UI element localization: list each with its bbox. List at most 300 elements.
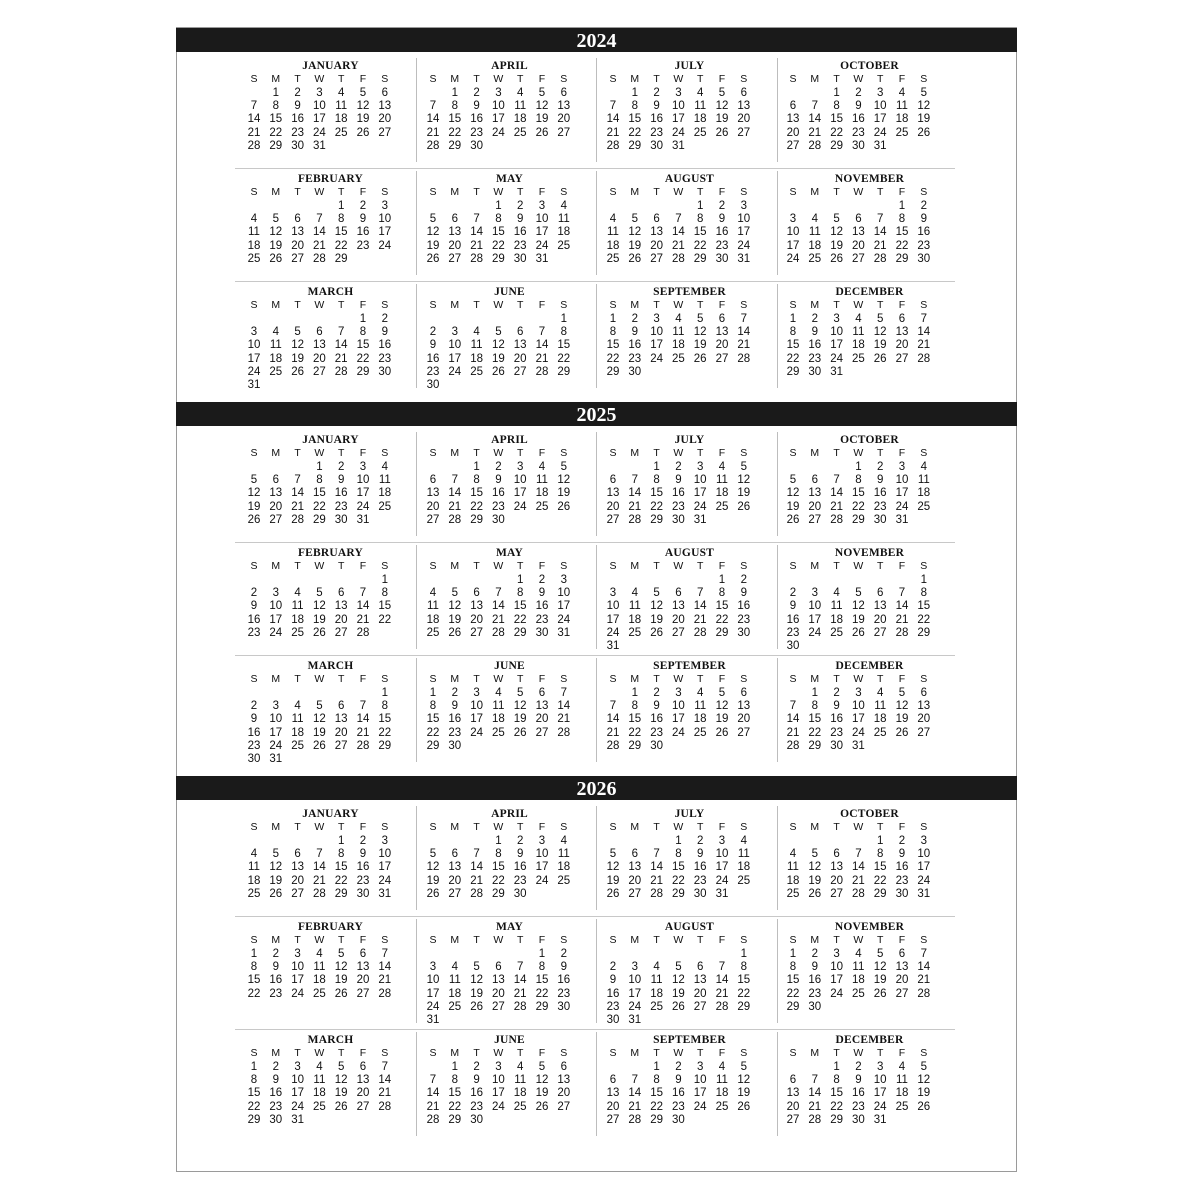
day-cell: 21 (312, 239, 326, 252)
weekday-label: T (696, 821, 704, 834)
day-cell: 12 (448, 600, 462, 613)
weekday-label: W (493, 673, 504, 686)
day-cell: 12 (873, 325, 887, 338)
day-cell: 21 (513, 987, 527, 1000)
day-cell: 3 (718, 834, 726, 847)
day-cell: 12 (786, 487, 800, 500)
weekday-label: T (653, 447, 660, 460)
day-cell: 3 (516, 460, 524, 473)
weekday-label: T (294, 299, 301, 312)
day-cell: 1 (337, 199, 345, 212)
day-cell: 3 (429, 960, 437, 973)
day-cell: 15 (650, 1087, 663, 1100)
day-cell: 7 (250, 99, 258, 112)
weekday-label: S (429, 934, 437, 947)
weekday-label: W (853, 186, 864, 199)
weekday-label: F (538, 447, 546, 460)
day-cell: 20 (628, 874, 642, 887)
day-cell: 15 (491, 861, 505, 874)
day-cell: 17 (606, 613, 620, 626)
day-cell: 11 (313, 1073, 326, 1086)
day-cell: 22 (334, 874, 348, 887)
month-november-2025 (782, 547, 957, 657)
day-cell: 16 (715, 226, 729, 239)
day-cell: 26 (917, 1100, 931, 1113)
day-cell: 9 (609, 974, 617, 987)
day-cell: 22 (786, 987, 800, 1000)
weekday-label: M (630, 673, 640, 686)
day-cell: 5 (337, 1060, 345, 1073)
day-cell: 12 (269, 226, 283, 239)
month-november-2026 (782, 921, 957, 1031)
day-cell: 23 (448, 726, 462, 739)
day-cell: 22 (513, 613, 527, 626)
day-cell: 2 (609, 960, 617, 973)
day-cell: 4 (250, 212, 258, 225)
day-cell: 14 (426, 113, 440, 126)
day-cell: 13 (895, 325, 909, 338)
day-cell: 5 (876, 312, 884, 325)
day-cell: 28 (312, 887, 326, 900)
day-cell: 25 (693, 726, 707, 739)
day-cell: 13 (356, 960, 370, 973)
day-cell: 27 (873, 626, 887, 639)
day-cell: 29 (895, 252, 909, 265)
month-name: MAY (495, 173, 523, 185)
day-cell: 9 (516, 847, 524, 860)
day-cell: 10 (650, 325, 663, 338)
day-cell: 5 (876, 947, 884, 960)
weekday-label: T (653, 186, 660, 199)
day-cell: 11 (716, 1073, 728, 1086)
day-cell: 29 (628, 739, 642, 752)
day-cell: 20 (895, 339, 909, 352)
day-cell: 9 (833, 699, 840, 712)
day-cell: 12 (426, 226, 440, 239)
day-cell: 22 (312, 500, 326, 513)
weekday-label: T (833, 934, 840, 947)
weekday-label: S (560, 560, 568, 573)
day-cell: 12 (312, 713, 326, 726)
month-july-2025 (602, 434, 777, 544)
day-cell: 4 (294, 699, 301, 712)
day-cell: 9 (811, 325, 818, 338)
weekday-label: S (429, 73, 437, 86)
day-cell: 15 (917, 600, 931, 613)
weekday-label: S (609, 186, 617, 199)
day-cell: 30 (671, 1113, 685, 1126)
month-name: AUGUST (664, 173, 715, 185)
day-cell: 5 (696, 312, 704, 325)
day-cell: 16 (513, 861, 527, 874)
day-cell: 5 (316, 586, 323, 599)
weekday-label: F (538, 73, 546, 86)
day-cell: 30 (737, 626, 751, 639)
weekday-label: S (609, 560, 617, 573)
month-august-2026 (602, 921, 777, 1031)
month-june-2026 (422, 1034, 597, 1144)
day-cell: 11 (716, 473, 728, 486)
day-cell: 10 (269, 713, 283, 726)
weekday-label: F (898, 560, 906, 573)
weekday-label: S (789, 560, 797, 573)
day-cell: 10 (491, 1073, 505, 1086)
day-cell: 21 (378, 1087, 392, 1100)
day-cell: 10 (269, 600, 283, 613)
day-cell: 30 (895, 887, 909, 900)
day-cell: 9 (473, 99, 480, 112)
day-cell: 31 (693, 513, 707, 526)
day-cell: 3 (294, 947, 301, 960)
day-cell: 21 (628, 500, 642, 513)
month-name: OCTOBER (840, 808, 899, 820)
day-cell: 11 (852, 960, 865, 973)
day-cell: 5 (675, 960, 682, 973)
day-cell: 27 (356, 987, 370, 1000)
day-cell: 2 (516, 834, 524, 847)
day-cell: 17 (693, 1087, 707, 1100)
day-cell: 14 (247, 113, 261, 126)
day-cell: 12 (334, 1073, 348, 1086)
day-cell: 15 (873, 861, 887, 874)
day-cell: 24 (378, 874, 392, 887)
weekday-label: T (516, 299, 524, 312)
day-cell: 3 (538, 199, 546, 212)
month-name: JANUARY (302, 60, 359, 72)
day-cell: 23 (513, 239, 527, 252)
day-cell: 21 (356, 613, 370, 626)
day-cell: 22 (650, 500, 663, 513)
weekday-label: M (450, 73, 460, 86)
day-cell: 26 (269, 887, 283, 900)
day-cell: 10 (917, 847, 931, 860)
day-cell: 22 (557, 352, 571, 365)
day-cell: 4 (920, 460, 927, 473)
day-cell: 4 (718, 1060, 726, 1073)
day-cell: 2 (359, 834, 367, 847)
day-cell: 17 (851, 713, 865, 726)
day-cell: 26 (535, 1100, 549, 1113)
day-cell: 31 (851, 739, 865, 752)
day-cell: 6 (609, 473, 617, 486)
day-cell: 22 (693, 239, 707, 252)
day-cell: 25 (513, 126, 527, 139)
day-cell: 13 (470, 600, 483, 613)
weekday-label: S (381, 73, 389, 86)
day-cell: 28 (628, 1113, 642, 1126)
day-cell: 10 (291, 1073, 304, 1086)
weekday-label: M (810, 186, 820, 199)
day-cell: 19 (628, 239, 642, 252)
day-cell: 23 (808, 352, 822, 365)
day-cell: 14 (873, 226, 887, 239)
weekday-label: W (853, 299, 864, 312)
day-cell: 5 (359, 86, 367, 99)
day-cell: 7 (653, 847, 660, 860)
day-cell: 30 (830, 739, 843, 752)
weekday-label: F (898, 1047, 906, 1060)
day-cell: 29 (808, 739, 822, 752)
weekday-label: F (359, 447, 367, 460)
weekday-label: W (493, 1047, 504, 1060)
day-cell: 24 (808, 626, 822, 639)
day-cell: 7 (451, 473, 458, 486)
day-cell: 15 (448, 113, 462, 126)
weekday-label: T (876, 73, 884, 86)
year-section-2026 (177, 776, 1016, 1150)
day-cell: 29 (426, 739, 440, 752)
day-cell: 12 (671, 974, 685, 987)
weekday-label: W (673, 560, 684, 573)
day-cell: 13 (715, 325, 729, 338)
day-cell: 1 (811, 686, 818, 699)
day-cell: 26 (247, 513, 261, 526)
day-cell: 26 (671, 1000, 685, 1013)
day-cell: 8 (359, 325, 367, 338)
day-cell: 6 (920, 686, 927, 699)
day-cell: 4 (516, 1060, 524, 1073)
weekday-label: F (718, 560, 726, 573)
day-cell: 22 (628, 726, 642, 739)
day-cell: 30 (808, 365, 822, 378)
month-name: MARCH (307, 1034, 354, 1046)
day-cell: 2 (337, 460, 345, 473)
weekday-label: F (898, 299, 906, 312)
day-cell: 19 (334, 974, 348, 987)
day-cell: 7 (876, 212, 884, 225)
day-cell: 7 (631, 473, 638, 486)
weekday-label: S (381, 934, 389, 947)
day-cell: 28 (606, 739, 620, 752)
day-cell: 24 (513, 500, 527, 513)
day-cell: 11 (852, 325, 865, 338)
day-cell: 27 (895, 352, 909, 365)
day-cell: 15 (247, 1087, 261, 1100)
day-cell: 28 (917, 352, 931, 365)
day-cell: 8 (337, 212, 345, 225)
weekday-label: F (718, 821, 726, 834)
day-cell: 16 (247, 613, 261, 626)
weekday-label: M (271, 934, 281, 947)
day-cell: 6 (876, 586, 884, 599)
day-cell: 24 (830, 987, 843, 1000)
day-cell: 18 (851, 974, 865, 987)
day-cell: 12 (470, 974, 483, 987)
day-cell: 14 (470, 226, 483, 239)
month-name: AUGUST (664, 921, 715, 933)
weekday-label: T (833, 73, 840, 86)
day-cell: 1 (789, 312, 797, 325)
day-cell: 28 (715, 1000, 729, 1013)
day-cell: 15 (628, 113, 642, 126)
day-cell: 19 (715, 713, 729, 726)
weekday-label: T (653, 73, 660, 86)
day-cell: 27 (715, 352, 729, 365)
day-cell: 10 (470, 699, 483, 712)
day-cell: 17 (786, 239, 800, 252)
day-cell: 21 (291, 500, 304, 513)
month-name: OCTOBER (840, 434, 899, 446)
day-cell: 8 (337, 847, 345, 860)
day-cell: 5 (272, 212, 279, 225)
day-cell: 24 (917, 874, 931, 887)
day-cell: 25 (535, 500, 549, 513)
weekday-label: W (673, 821, 684, 834)
month-june-2024 (422, 286, 597, 396)
month-april-2024 (422, 60, 597, 170)
day-cell: 2 (855, 1060, 862, 1073)
day-cell: 28 (356, 739, 370, 752)
day-cell: 3 (696, 460, 704, 473)
day-cell: 4 (855, 947, 862, 960)
weekday-label: S (381, 560, 389, 573)
day-cell: 8 (381, 699, 388, 712)
day-cell: 27 (786, 139, 800, 152)
day-cell: 8 (833, 1073, 840, 1086)
day-cell: 10 (557, 586, 571, 599)
day-cell: 17 (808, 613, 822, 626)
day-cell: 30 (650, 139, 663, 152)
weekday-label: T (294, 186, 301, 199)
day-cell: 24 (269, 739, 283, 752)
day-cell: 30 (671, 513, 685, 526)
day-cell: 21 (650, 874, 663, 887)
column-divider (777, 658, 778, 762)
day-cell: 30 (715, 252, 729, 265)
day-cell: 17 (917, 861, 931, 874)
day-cell: 25 (247, 252, 261, 265)
day-cell: 19 (917, 1087, 931, 1100)
weekday-label: F (359, 299, 367, 312)
day-cell: 14 (895, 600, 909, 613)
weekday-label: M (271, 73, 281, 86)
day-cell: 11 (672, 325, 685, 338)
day-cell: 28 (378, 1100, 392, 1113)
day-cell: 6 (473, 586, 480, 599)
day-cell: 14 (606, 713, 620, 726)
day-cell: 31 (737, 252, 751, 265)
day-cell: 11 (448, 974, 461, 987)
day-cell: 31 (312, 139, 326, 152)
day-cell: 19 (737, 487, 751, 500)
weekday-label: M (630, 447, 640, 460)
day-cell: 18 (737, 861, 751, 874)
day-cell: 17 (830, 339, 843, 352)
day-cell: 20 (808, 500, 822, 513)
day-cell: 17 (356, 487, 370, 500)
day-cell: 15 (830, 1087, 843, 1100)
day-cell: 13 (491, 974, 505, 987)
day-cell: 24 (671, 126, 685, 139)
day-cell: 19 (808, 874, 822, 887)
day-cell: 1 (631, 86, 638, 99)
day-cell: 24 (737, 239, 751, 252)
day-cell: 24 (426, 1000, 440, 1013)
day-cell: 10 (873, 1073, 887, 1086)
day-cell: 11 (808, 226, 821, 239)
weekday-label: M (810, 560, 820, 573)
month-name: JULY (674, 60, 705, 72)
day-cell: 31 (873, 1113, 887, 1126)
day-cell: 20 (650, 239, 663, 252)
day-cell: 6 (294, 212, 301, 225)
day-cell: 12 (334, 960, 348, 973)
day-cell: 3 (696, 1060, 704, 1073)
weekday-label: S (609, 673, 617, 686)
weekday-label: S (560, 447, 568, 460)
day-cell: 24 (557, 613, 571, 626)
day-cell: 14 (693, 600, 707, 613)
day-cell: 16 (470, 1087, 483, 1100)
day-cell: 4 (675, 312, 682, 325)
weekday-label: F (538, 934, 546, 947)
weekday-label: T (516, 1047, 524, 1060)
day-cell: 27 (917, 726, 931, 739)
day-cell: 9 (272, 1073, 279, 1086)
weekday-label: T (876, 934, 884, 947)
weekday-label: W (314, 673, 325, 686)
day-cell: 24 (291, 987, 304, 1000)
day-cell: 20 (715, 339, 729, 352)
day-cell: 24 (650, 352, 663, 365)
day-cell: 28 (448, 513, 462, 526)
day-cell: 26 (426, 887, 440, 900)
day-cell: 4 (898, 86, 906, 99)
day-cell: 26 (557, 500, 571, 513)
day-cell: 18 (830, 613, 843, 626)
year-title: 2024 (176, 28, 1017, 52)
day-cell: 7 (316, 212, 323, 225)
day-cell: 13 (356, 1073, 370, 1086)
day-cell: 10 (737, 212, 751, 225)
day-cell: 13 (334, 600, 348, 613)
weekday-label: S (250, 934, 258, 947)
weekday-label: T (337, 934, 345, 947)
day-cell: 16 (671, 487, 685, 500)
day-cell: 23 (269, 1100, 283, 1113)
weekday-label: W (493, 186, 504, 199)
day-cell: 14 (334, 339, 348, 352)
day-cell: 16 (269, 1087, 283, 1100)
day-cell: 29 (693, 252, 707, 265)
weekday-label: W (314, 934, 325, 947)
day-cell: 23 (334, 500, 348, 513)
day-cell: 2 (920, 199, 927, 212)
weekday-label: S (560, 186, 568, 199)
day-cell: 26 (448, 626, 462, 639)
day-cell: 13 (917, 699, 931, 712)
day-cell: 10 (426, 974, 440, 987)
day-cell: 17 (628, 987, 642, 1000)
day-cell: 1 (631, 686, 638, 699)
day-cell: 16 (334, 487, 348, 500)
day-cell: 9 (855, 1073, 862, 1086)
day-cell: 10 (808, 600, 822, 613)
day-cell: 8 (473, 473, 480, 486)
day-cell: 29 (312, 513, 326, 526)
day-cell: 19 (606, 874, 620, 887)
day-cell: 18 (895, 113, 909, 126)
day-cell: 15 (535, 974, 549, 987)
day-cell: 20 (786, 126, 800, 139)
day-cell: 26 (312, 626, 326, 639)
day-cell: 30 (448, 739, 462, 752)
day-cell: 13 (650, 226, 663, 239)
day-cell: 18 (491, 713, 505, 726)
day-cell: 8 (653, 1073, 660, 1086)
day-cell: 6 (740, 686, 747, 699)
day-cell: 3 (876, 86, 884, 99)
